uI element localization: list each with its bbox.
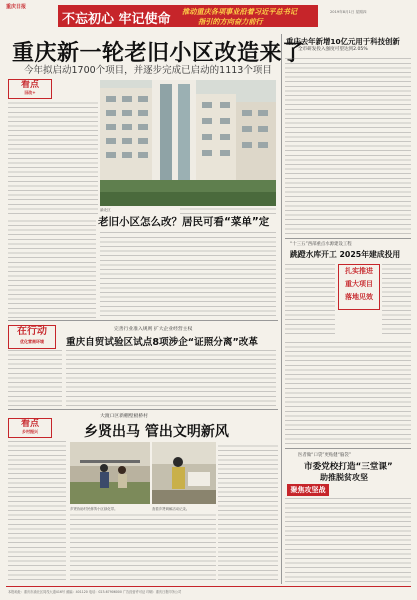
project-stamp (338, 264, 380, 310)
water-title: 跳蹬水库开工 2025年建成投用 (290, 250, 401, 259)
science-title: 重庆去年新增10亿元用于科技创新 (286, 37, 400, 46)
village-caption-2: 查看乡贤调解活动记录。 (152, 507, 190, 511)
divider-right-1 (285, 238, 411, 239)
divider-right-2 (285, 448, 411, 449)
party-stamp: 聚焦攻坚战 (287, 484, 329, 496)
page-info: 2019年8月1日 星期四 (330, 10, 367, 14)
water-kicker: “十三五”西部重点水源建设工程 (290, 242, 352, 247)
banner-sub-1: 推动重庆各项事业沿着习近平总书记 (182, 7, 298, 16)
action-tag-main: 在行动 (17, 326, 47, 337)
sidebar-tag-lead-sub: 旧改+ (24, 90, 36, 95)
action-tag (8, 325, 56, 349)
lead-photo-illustration (100, 80, 276, 206)
village-text-1 (8, 440, 66, 580)
divider-action-bottom (8, 409, 278, 410)
sub-story-text (100, 230, 276, 316)
banner-sub-2: 指引的方向奋力前行 (198, 17, 263, 26)
paper-name: 重庆日报 (6, 4, 27, 10)
project-stamp-line-3: 落地见效 (345, 293, 373, 301)
banner-main: 不忘初心 牢记使命 (62, 12, 171, 27)
project-stamp-line-2: 重大项目 (345, 280, 373, 288)
village-photo-1-illustration (70, 442, 150, 504)
action-tag-sub: 优化营商环境 (20, 339, 44, 344)
sidebar-tag-lead-main: 看点 (20, 80, 39, 90)
sub-story-title: 老旧小区怎么改？居民可看“菜单”定 (98, 216, 270, 228)
party-text (285, 498, 411, 582)
masthead (0, 0, 417, 30)
science-subtitle: 全市研发投入强度可望达到2.05% (298, 47, 368, 52)
lead-body-text-1 (8, 100, 98, 214)
village-text-3 (70, 514, 216, 580)
action-text-2 (66, 350, 276, 406)
village-title: 乡贤出马 管出文明新风 (84, 424, 229, 440)
lead-photo-caption: 渝北区 (100, 208, 111, 212)
party-kicker: 医者做“口袋”更贴健“脑袋” (298, 453, 352, 458)
action-title: 重庆自贸试验区试点8项涉企“证照分离”改革 (66, 337, 258, 348)
village-tag (8, 418, 52, 438)
lead-body-text-3 (8, 218, 96, 318)
water-text-1 (285, 262, 335, 334)
water-text-2 (382, 262, 411, 334)
action-text-1 (8, 350, 62, 406)
science-text (285, 56, 411, 234)
sidebar-tag-lead (8, 79, 52, 99)
village-tag-sub: 乡村振兴 (22, 429, 38, 434)
lead-subtitle: 今年拟启动1700个项目，并逐步完成已启动的1113个项目 (24, 65, 272, 76)
divider-lead-bottom (8, 320, 278, 321)
village-caption-1: 乡贤协助村民修剪小区绿化带。 (70, 507, 118, 511)
party-subtitle: 助推脱贫攻坚 (320, 473, 368, 482)
village-tag-main: 看点 (20, 419, 39, 429)
lead-photo (100, 80, 276, 206)
lead-title: 重庆新一轮老旧小区改造来了 (12, 41, 305, 66)
village-photo-1 (70, 442, 150, 504)
footer-rule (6, 586, 411, 587)
village-photo-2 (152, 442, 216, 504)
village-photo-2-illustration (152, 442, 216, 504)
village-kicker: 大渡口区新棚壁板桥村 (100, 414, 148, 419)
project-stamp-line-1: 扎实推进 (345, 267, 373, 275)
water-text-3 (285, 338, 411, 444)
party-title: 市委党校打造“三堂课” (304, 462, 393, 472)
footer-text: 本报地址：重庆市渝北区同茂大道416号 邮编：401120 电话：023-67906000 广告经营许可证 印刷：重庆日报印务公司 (8, 590, 182, 594)
village-text-2 (218, 442, 278, 580)
action-kicker: 完善行业准入规则 扩大企业经营主权 (114, 327, 193, 332)
divider-right-column (281, 34, 282, 584)
masthead-banner (58, 5, 318, 27)
